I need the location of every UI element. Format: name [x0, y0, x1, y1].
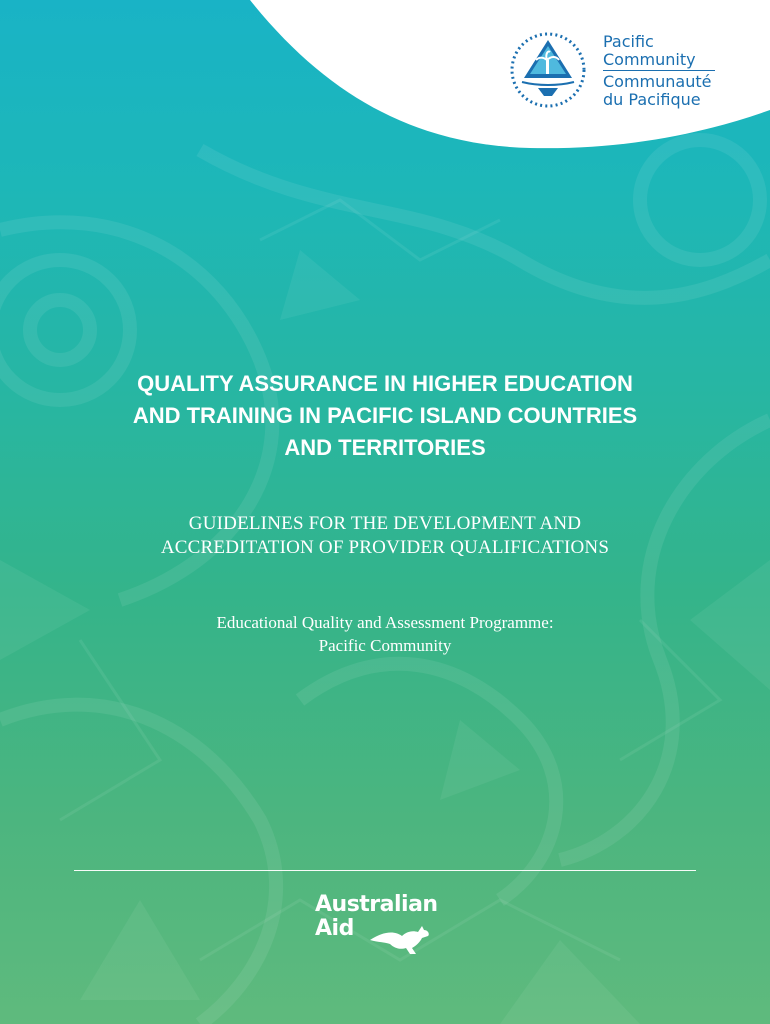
- footer-divider: [74, 870, 696, 871]
- programme-line-2: Pacific Community: [318, 636, 452, 655]
- title-line-3: AND TERRITORIES: [284, 435, 486, 460]
- document-title: [60, 368, 710, 464]
- organization-name: [603, 33, 715, 108]
- document-subtitle: [70, 512, 700, 560]
- pacific-community-logo-icon: [508, 30, 588, 110]
- kangaroo-icon: [368, 920, 434, 956]
- subtitle-line-2: ACCREDITATION OF PROVIDER QUALIFICATIONS: [160, 537, 610, 558]
- org-name-fr-line2: du Pacifique: [603, 89, 701, 109]
- subtitle-line-1: GUIDELINES FOR THE DEVELOPMENT AND: [188, 513, 582, 534]
- org-name-fr-line1: Communauté: [603, 72, 712, 91]
- org-name-en-line1: Pacific: [603, 32, 654, 51]
- title-line-2: AND TRAINING IN PACIFIC ISLAND COUNTRIES: [132, 403, 638, 428]
- programme-line-1: Educational Quality and Assessment Programme:: [216, 613, 554, 632]
- org-name-divider: [603, 70, 715, 71]
- sponsor-line-2: Aid: [315, 916, 354, 941]
- org-name-en-line2: Community: [603, 49, 696, 69]
- sponsor-line-1: Australian: [315, 892, 438, 917]
- programme-credit: [100, 611, 670, 657]
- title-line-1: QUALITY ASSURANCE IN HIGHER EDUCATION: [137, 371, 633, 396]
